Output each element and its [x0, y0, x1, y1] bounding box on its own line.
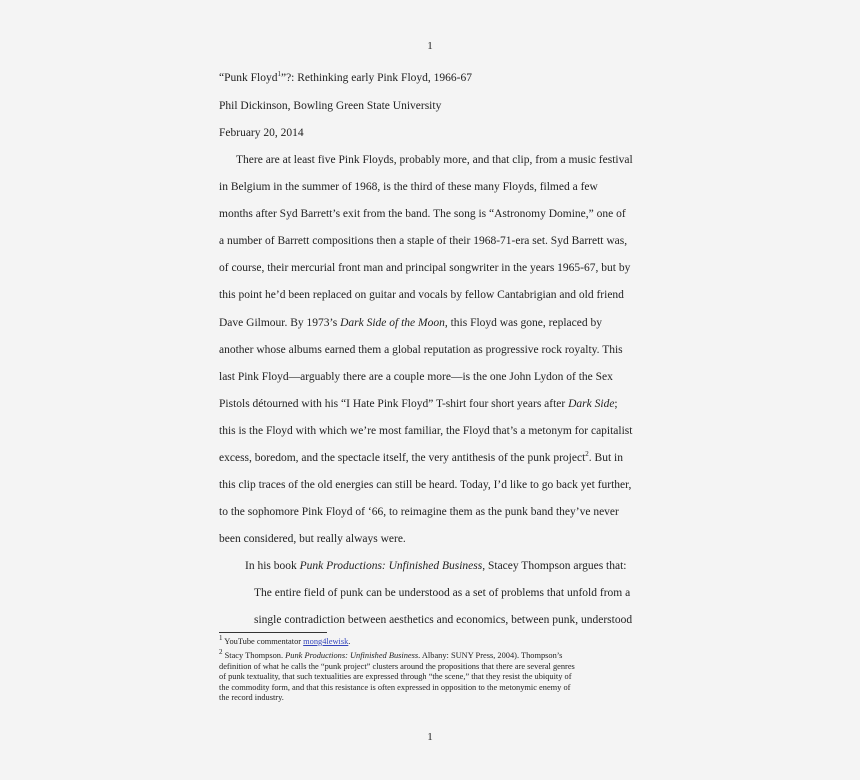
paper-title [219, 72, 472, 84]
title-pre: “Punk Floyd [219, 72, 278, 84]
footnote-line: the commodity form, and that this resistance is often expressed in opposition to the metonymic enemy of [219, 682, 571, 692]
date-line: February 20, 2014 [219, 127, 304, 139]
text-line: last Pink Floyd—arguably there are a couple more—is the one John Lydon of the Sex [219, 371, 613, 383]
page-number-top: 1 [427, 40, 433, 52]
text-line [219, 452, 623, 464]
text-line: a number of Barrett compositions then a staple of their 1968-71-era set. Syd Barrett was, [219, 235, 628, 247]
book-title: Punk Productions: Unfinished Business [299, 560, 483, 572]
text-run: YouTube commentator [222, 637, 304, 646]
text-run: ; [614, 398, 618, 410]
text-line: this point he’d been replaced on guitar and vocals by fellow Cantabrigian and old friend [219, 289, 624, 301]
text-run: . But in [588, 452, 623, 464]
text-line [219, 317, 602, 329]
text-run: Dave Gilmour. By 1973’s [219, 317, 341, 329]
album-title: Dark Side [568, 398, 615, 410]
book-title: Punk Productions: Unfinished Business [285, 651, 419, 660]
text-line: to the sophomore Pink Floyd of ‘66, to reimagine them as the punk band they’ve never [219, 506, 619, 518]
page-number-bottom: 1 [427, 731, 433, 743]
text-line: been considered, but really always were. [219, 533, 406, 545]
block-quote-line: The entire field of punk can be understood as a set of problems that unfold from a [254, 587, 631, 599]
text-line: of course, their mercurial front man and principal songwriter in the years 1965-67, but by [219, 262, 631, 274]
title-footnote-mark[interactable]: 1 [277, 70, 281, 79]
text-line [245, 560, 627, 572]
text-line: this is the Floyd with which we’re most familiar, the Floyd that’s a metonym for capitalist [219, 425, 633, 437]
text-run: In his book [245, 560, 300, 572]
footnote-1 [219, 634, 351, 648]
text-run: . Albany: SUNY Press, 2004). Thompson’s [418, 651, 563, 660]
footnote-2 [219, 648, 563, 662]
text-run: excess, boredom, and the spectacle itself, the very antithesis of the punk project [219, 452, 586, 464]
text-run: , this Floyd was gone, replaced by [444, 317, 602, 329]
text-run: Stacy Thompson. [222, 651, 286, 660]
text-line: another whose albums earned them a global reputation as progressive rock royalty. This [219, 344, 623, 356]
footnote-mark-2[interactable]: 2 [585, 450, 589, 459]
title-post: ”?: Rethinking early Pink Floyd, 1966-67 [280, 72, 472, 84]
footnote-2-mark: 2 [219, 648, 223, 657]
footnote-1-mark: 1 [219, 634, 223, 643]
album-title: Dark Side of the Moon [340, 317, 445, 329]
text-line: this clip traces of the old energies can still be heard. Today, I’d like to go back yet further, [219, 479, 632, 491]
footnote-line: definition of what he calls the “punk project” clusters around the propositions that there are several genres [219, 661, 575, 671]
text-line [219, 398, 618, 410]
footnote-line: the record industry. [219, 693, 284, 703]
block-quote-line: single contradiction between aesthetics and economics, between punk, understood [254, 614, 633, 626]
text-run: Pistols détourned with his “I Hate Pink Floyd” T-shirt four short years after [219, 398, 569, 410]
footnote-divider [219, 632, 327, 633]
commentator-link[interactable]: mong4lewisk [303, 637, 349, 646]
text-line: months after Syd Barrett’s exit from the band. The song is “Astronomy Domine,” one of [219, 208, 626, 220]
text-line: in Belgium in the summer of 1968, is the third of these many Floyds, filmed a few [219, 181, 598, 193]
text-run: . [348, 637, 351, 646]
author-line: Phil Dickinson, Bowling Green State University [219, 100, 442, 112]
text-line: There are at least five Pink Floyds, probably more, and that clip, from a music festival [236, 154, 633, 166]
footnote-line: of punk textuality, that such textualities are expressed through “the scene,” that they resist the ubiquity of [219, 672, 572, 682]
text-run: , Stacey Thompson argues that: [482, 560, 627, 572]
